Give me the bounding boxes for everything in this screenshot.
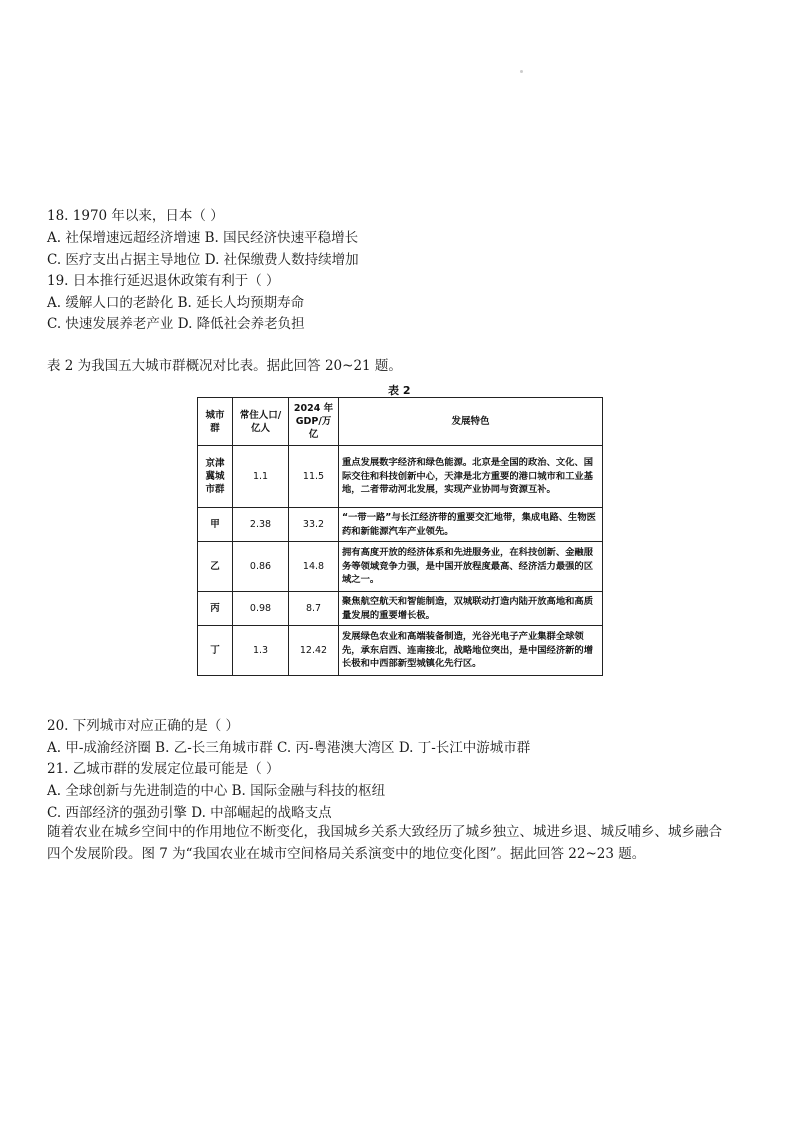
cluster-gdp: 33.2 [289,508,339,542]
cluster-population: 2.38 [233,508,289,542]
table-row [198,592,603,626]
q18-stem: 18. 1970 年以来，日本（ ） [47,208,224,224]
cluster-gdp: 11.5 [289,446,339,508]
table-caption: 表 2 [388,384,411,397]
cluster-description: 聚焦航空航天和智能制造，双城联动打造内陆开放高地和高质量发展的重要增长极。 [339,592,603,626]
cluster-population: 0.98 [233,592,289,626]
q19-stem: 19. 日本推行延迟退休政策有利于（ ） [47,273,280,289]
cluster-gdp: 12.42 [289,626,339,676]
q21-stem: 21. 乙城市群的发展定位最可能是（ ） [47,761,280,777]
table-intro: 表 2 为我国五大城市群概况对比表。据此回答 20~21 题。 [47,358,402,374]
cluster-name: 甲 [198,508,233,542]
q18-options-ab: A. 社保增速远超经济增速 B. 国民经济快速平稳增长 [47,230,359,246]
header-features: 发展特色 [339,398,603,446]
q18-options-cd: C. 医疗支出占据主导地位 D. 社保缴费人数持续增加 [47,252,359,268]
cluster-population: 0.86 [233,542,289,592]
cluster-description: 重点发展数字经济和绿色能源。北京是全国的政治、文化、国际交往和科技创新中心，天津是北方重要的港口城市和工业基地，二者带动河北发展，实现产业协同与资源互补。 [339,446,603,508]
cluster-population: 1.1 [233,446,289,508]
city-cluster-table [197,397,603,676]
header-gdp: 2024 年 GDP/万亿 [289,398,339,446]
cluster-name: 京津冀城市群 [198,446,233,508]
q20-options: A. 甲-成渝经济圈 B. 乙-长三角城市群 C. 丙-粤港澳大湾区 D. 丁-长江中游城市群 [47,740,531,756]
table-row [198,446,603,508]
cluster-name: 丁 [198,626,233,676]
figure-intro [47,821,767,865]
q19-options-ab: A. 缓解人口的老龄化 B. 延长人均预期寿命 [47,295,305,311]
cluster-description: “一带一路”与长江经济带的重要交汇地带，集成电路、生物医药和新能源汽车产业领先。 [339,508,603,542]
table-row [198,508,603,542]
q19-options-cd: C. 快速发展养老产业 D. 降低社会养老负担 [47,316,305,332]
header-cluster: 城市群 [198,398,233,446]
cluster-gdp: 14.8 [289,542,339,592]
cluster-description: 发展绿色农业和高端装备制造，光谷光电子产业集群全球领先，承东启西、连南接北，战略地位突出，是中国经济新的增长极和中西部新型城镇化先行区。 [339,626,603,676]
table-row [198,626,603,676]
q21-options-ab: A. 全球创新与先进制造的中心 B. 国际金融与科技的枢纽 [47,783,386,799]
cluster-gdp: 8.7 [289,592,339,626]
figure-intro-line-2: 四个发展阶段。图 7 为“我国农业在城市空间格局关系演变中的地位变化图”。据此回答 22~23 题。 [47,846,646,862]
cluster-description: 拥有高度开放的经济体系和先进服务业，在科技创新、金融服务等领域竞争力强，是中国开放程度最高、经济活力最强的区域之一。 [339,542,603,592]
cluster-population: 1.3 [233,626,289,676]
header-population: 常住人口/亿人 [233,398,289,446]
figure-intro-line-1: 随着农业在城乡空间中的作用地位不断变化，我国城乡关系大致经历了城乡独立、城进乡退、城反哺乡、城乡融合 [47,824,722,840]
cluster-name: 乙 [198,542,233,592]
table-header-row [198,398,603,446]
cluster-name: 丙 [198,592,233,626]
table-row [198,542,603,592]
q20-stem: 20. 下列城市对应正确的是（ ） [47,718,240,734]
scan-speck [520,70,523,73]
q21-options-cd: C. 西部经济的强劲引擎 D. 中部崛起的战略支点 [47,805,332,821]
